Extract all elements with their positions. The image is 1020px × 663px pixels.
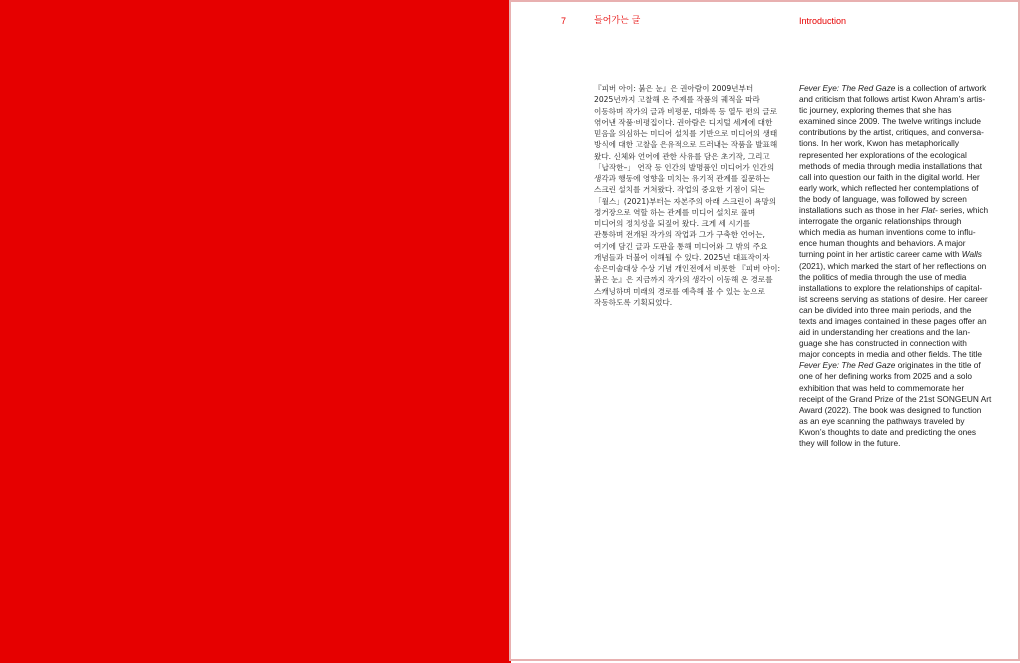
text-line: and criticism that follows artist Kwon Ahram’s artis- — [799, 94, 986, 105]
text-run: turning point in her artistic career came with — [799, 249, 962, 260]
text-line: the politics of media through the use of media — [799, 271, 967, 282]
text-line: ist screens serving as stations of desire. Her career — [799, 293, 988, 304]
section-title-korean: 들어가는 글 — [594, 16, 641, 26]
text-line: 송은미술대상 수상 기념 개인전에서 비롯한 『피버 아이: — [594, 264, 781, 273]
text-line — [799, 360, 1005, 371]
text-line: 스크린 설치를 거쳐왔다. 작업의 중요한 기점이 되는 — [594, 185, 765, 195]
text-run: installations such as those in her — [799, 205, 922, 216]
text-line: early work, which reflected her contemplations of — [799, 182, 979, 193]
text-line: they will follow in the future. — [799, 438, 901, 448]
page-number: 7 — [561, 16, 567, 26]
text-line: 개념들과 더불어 이해될 수 있다. 2025년 대표작이자 — [594, 252, 770, 262]
text-line: 정거장으로 역할 하는 관계를 미디어 설치로 풀며 — [594, 207, 756, 217]
text-line: represented her explorations of the ecological — [799, 149, 967, 160]
book-title-italic: Fever Eye: The Red Gaze — [799, 83, 896, 93]
text-line: which media as human inventions come to influ- — [799, 227, 976, 238]
work-title-italic: Walls — [961, 249, 982, 260]
text-line: installations to explore the relationships of capital- — [799, 282, 983, 293]
text-line: 엮어낸 작품·비평집이다. 권아람은 디지털 세계에 대한 — [594, 117, 773, 127]
text-line: Kwon’s thoughts to date and predicting the ones — [799, 426, 976, 437]
text-run: series, which — [937, 205, 989, 216]
text-line: Award (2022). The book was designed to function — [799, 404, 982, 415]
text-line: 왔다. 신체와 언어에 관한 사유를 담은 초기작, 그리고 — [594, 151, 770, 161]
text-line: (2021), which marked the start of her reflections on — [799, 260, 987, 271]
text-line: ence human thoughts and behaviors. A major — [799, 238, 966, 249]
text-line: 미디어의 정치성을 되짚어 왔다. 크게 세 시기를 — [594, 219, 751, 228]
text-line — [799, 205, 1005, 216]
section-title-english: Introduction — [799, 16, 847, 26]
text-line: 관통하며 전개된 작가의 작업과 그가 구축한 언어는, — [594, 230, 765, 240]
text-line: tic journey, exploring themes that she has — [799, 105, 952, 116]
text-line: as an eye scanning the pathways traveled by — [799, 415, 965, 426]
text-line: 이동하며 작가의 글과 비평문, 대화록 등 열두 편의 글로 — [594, 106, 778, 116]
text-line: 방식에 대한 고찰을 은유적으로 드러내는 작품을 발표해 — [594, 140, 778, 150]
korean-body-text — [594, 83, 796, 308]
text-line: major concepts in media and other fields. The title — [799, 349, 982, 360]
text-line: the body of language, was followed by screen — [799, 193, 967, 204]
text-line — [799, 83, 1005, 94]
text-line: 2025년까지 고찰해 온 주제를 작품의 궤적을 따라 — [594, 95, 760, 105]
text-line: 작동하도록 기획되었다. — [594, 297, 673, 307]
text-line: contributions by the artist, critiques, and conversa- — [799, 127, 984, 138]
text-line: 『피버 아이: 붉은 눈』은 권아람이 2009년부터 — [594, 84, 754, 93]
text-line: can be divided into three main periods, and the — [799, 304, 972, 315]
text-line: one of her defining works from 2025 and a solo — [799, 371, 972, 382]
text-line: 여기에 담긴 글과 도판을 통해 미디어와 그 밖의 주요 — [594, 241, 768, 251]
text-line — [799, 249, 1005, 260]
english-body-text — [799, 83, 1005, 449]
text-line: examined since 2009. The twelve writings include — [799, 116, 982, 127]
text-line: 믿음을 의심하는 미디어 설치를 기반으로 미디어의 생태 — [594, 129, 778, 138]
text-line: receipt of the Grand Prize of the 21st SONGEUN Art — [799, 393, 992, 404]
text-run: is a collection of artwork — [895, 83, 987, 93]
text-line: interrogate the organic relationships through — [799, 216, 962, 227]
text-line: aid in understanding her creations and the lan- — [799, 327, 971, 338]
text-line: texts and images contained in these pages offer an — [799, 315, 987, 326]
text-line: tions. In her work, Kwon has metaphorically — [799, 138, 960, 149]
text-line: exhibition that was held to commemorate her — [799, 382, 965, 393]
book-title-italic: Fever Eye: The Red Gaze — [799, 360, 896, 371]
text-line: 스캐닝하며 미래의 경로를 예측해 볼 수 있는 눈으로 — [594, 286, 765, 296]
text-line: call into question our faith in the digital world. Her — [799, 171, 980, 182]
text-line: 생각과 행동에 영향을 미치는 유기적 관계를 질문하는 — [594, 174, 770, 183]
series-title-italic: Flat- — [921, 205, 938, 216]
text-line: 「월스」(2021)부터는 자본주의 아래 스크린이 욕망의 — [594, 196, 777, 206]
text-run: originates in the title of — [895, 360, 981, 371]
text-line: 「납작한–」 연작 등 인간의 발명품인 미디어가 인간의 — [594, 162, 775, 172]
text-line: 붉은 눈』은 지금까지 작가의 생각이 이동해 온 경로를 — [594, 275, 773, 285]
text-line: guage she has constructed in connection with — [799, 338, 967, 349]
text-line: methods of media through media installations that — [799, 160, 983, 171]
